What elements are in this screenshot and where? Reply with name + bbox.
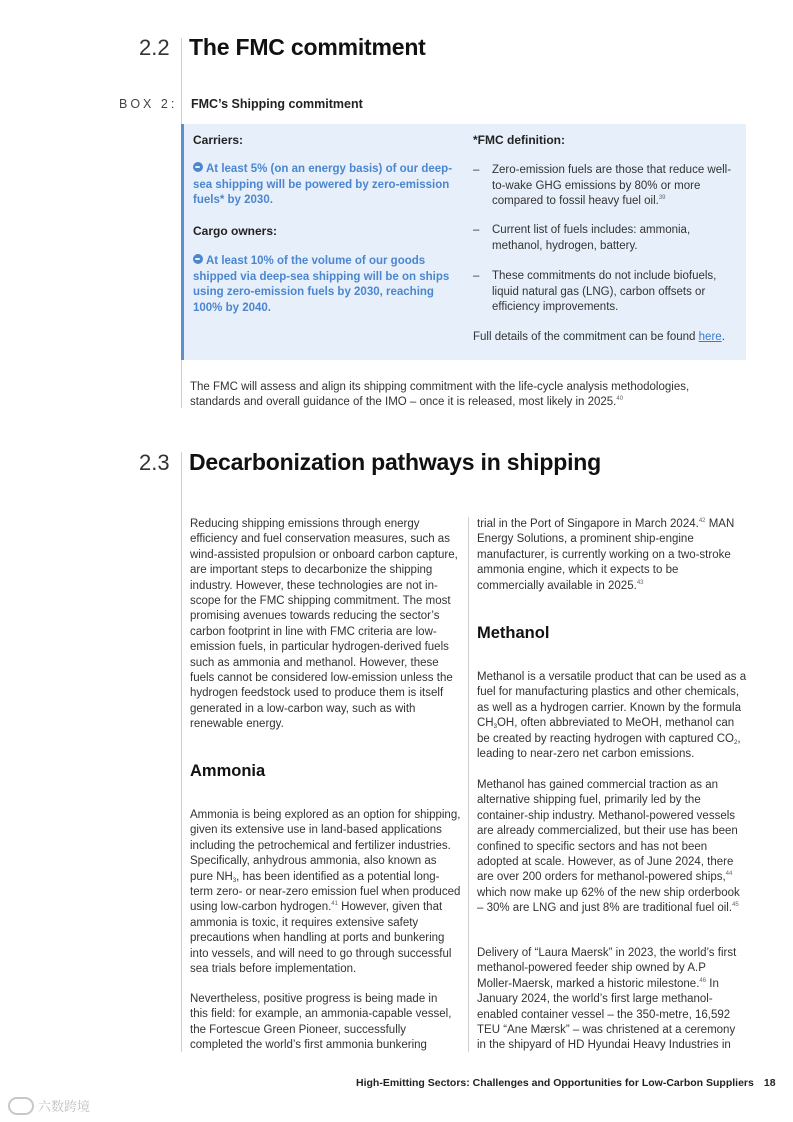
ammonia-paragraph: Ammonia is being explored as an option for shipping, given its extensive use in land-based applications including the petrochemical and fertilizer industries. Specifically, anhydrous ammonia, also known as pure $NH_3$, has been identified as a potential long-term zero- or near-zero emission fuel when produced using low-carbon hydrogen.$^{41}$ However, given that ammonia is toxic, it requires extensive safety precautions when handling at ports and bunkering into vessels, and will need to go through successful sea trials before implementation. (190, 809, 461, 976)
box-footer: Full details of the commitment can be found here. (473, 331, 725, 343)
carriers-commitment: At least 5% (on an energy basis) of our deep-sea shipping will be powered by zero-emission fuels* by 2030. (193, 163, 453, 206)
definition-heading: *FMC definition: (473, 133, 565, 147)
ammonia-progress-paragraph: Nevertheless, positive progress is being made in this field: for example, an ammonia-capable vessel, the Fortescue Green Pioneer, successfully completed the world’s first ammonia bunkering (190, 993, 452, 1052)
commitment-box (181, 124, 746, 360)
methanol-heading: Methanol (477, 624, 550, 642)
box-title: FMC’s Shipping commitment (191, 97, 363, 111)
methanol-traction-paragraph: Methanol has gained commercial traction as an alternative shipping fuel, primarily led by the container-ship industry. Methanol-powered vessels are already commercialized, but their use has been confined to specific sectors and has not been adopted at scale. However, as of June 2024, there are over 200 orders for methanol-powered ships,$^{44}$ which now make up 62% of the new ship orderbook – 30% are LNG and just 8% are traditional fuel oil.$^{45}$ (477, 779, 740, 915)
definition-item: – Current list of fuels includes: ammonia, methanol, hydrogen, battery. (473, 224, 691, 252)
watermark-logo-icon (8, 1097, 34, 1115)
assessment-note: The FMC will assess and align its shipping commitment with the life-cycle analysis methodologies, standards and overall guidance of the IMO – once it is released, most likely in 2025.40 (190, 381, 690, 408)
methanol-milestone-paragraph: Delivery of “Laura Maersk” in 2023, the world’s first methanol-powered feeder ship owned by A.P Moller-Maersk, marked a historic milestone.$^{46}$ In January 2024, the world’s first large methanol-enabled container vessel – the 350-metre, 16,592 TEU “Ane Mærsk” – was christened at a ceremony in the shipyard of HD Hyundai Heavy Industries in (477, 947, 737, 1052)
cargo-owners-commitment: At least 10% of the volume of our goods shipped via deep-sea shipping will be on ships using zero-emission fuels by 2030, reaching 100% by 2040. (193, 255, 450, 314)
methanol-paragraph: Methanol is a versatile product that can be used as a fuel for manufacturing plastics and other chemicals, as well as a hydrogen carrier. Known by the formula $CH_3OH$, often abbreviated to MeOH, methanol can be created by reacting hydrogen with captured $CO_2$, leading to near-zero net carbon emissions. (477, 671, 747, 761)
cargo-owners-heading: Cargo owners: (193, 224, 278, 238)
box-label: BOX 2: (119, 97, 178, 111)
column-divider (468, 517, 469, 1052)
target-icon (193, 254, 203, 264)
report-title: High-Emitting Sectors: Challenges and Opportunities for Low-Carbon Suppliers (356, 1077, 754, 1089)
section-title: Decarbonization pathways in shipping (189, 449, 601, 475)
section-title: The FMC commitment (189, 34, 426, 60)
page-footer (356, 1077, 776, 1089)
carriers-heading: Carriers: (193, 133, 244, 147)
ammonia-continued-paragraph: trial in the Port of Singapore in March 2024.42 MAN Energy Solutions, a prominent ship-engine manufacturer, is currently working on a two-stroke ammonia engine, which it expects to be commercially available in 2025.43 (477, 518, 735, 592)
definition-item: – These commitments do not include biofuels, liquid natural gas (LNG), carbon offsets or efficiency improvements. (473, 270, 717, 313)
definition-item: – Zero-emission fuels are those that reduce well-to-wake GHG emissions by 80% or more compared to fossil heavy fuel oil.$^{39}$ (473, 164, 732, 207)
section-divider (181, 452, 182, 1052)
commitment-details-link[interactable]: here (698, 331, 722, 343)
watermark: 六数跨境 (8, 1096, 90, 1115)
ammonia-heading: Ammonia (190, 762, 266, 780)
section-number: 2.2 (139, 35, 170, 60)
intro-paragraph: Reducing shipping emissions through energy efficiency and fuel conservation measures, such as wind-assisted propulsion or onboard carbon capture, are important steps to decarbonize the shipping industry. However, these technologies are not in-scope for the FMC shipping commitment. The most promising avenues towards reducing the sector’s carbon footprint in line with FMC criteria are low-emission fuels, in particular hydrogen-derived fuels such as ammonia and methanol. However, these fuels cannot be considered low-emission unless the hydrogen feedstock used to produce them is itself generated in a low-carbon way, such as with renewable energy. (190, 518, 458, 731)
section-number: 2.3 (139, 450, 170, 475)
page-number: 18 (763, 1077, 776, 1089)
target-icon (193, 162, 203, 172)
